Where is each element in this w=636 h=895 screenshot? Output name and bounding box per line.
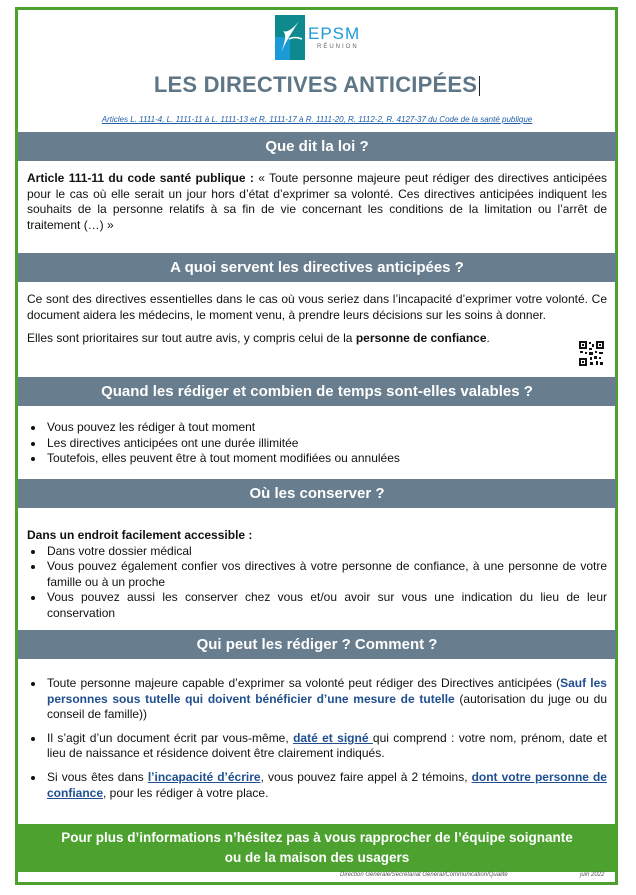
section-body-qui — [18, 676, 616, 801]
articles-link[interactable]: Articles L. 1111-4, L. 1111-11 à L. 1111-13 et R. 1111-17 à R. 1111-20, R. 1112-2, R. 4127-37 du Code de la santé publique — [101, 115, 533, 124]
list-item: • Dans votre dossier médical — [45, 544, 607, 560]
section-body-loi — [18, 171, 616, 233]
list-item: • Vous pouvez également confier vos directives à votre personne de confiance, à une personne de votre famille ou à un proche — [45, 559, 607, 590]
section-heading-qui: Qui peut les rédiger ? Comment ? — [18, 630, 616, 659]
who-text-3-end: , pour les rédiger à votre place. — [103, 785, 269, 800]
epsm-logo — [275, 15, 370, 62]
who-text-2-end: qui comprend : votre nom, prénom, date et lieu de naissance et résidence doivent être clairement indiqués. — [47, 730, 607, 761]
page-title-text: LES DIRECTIVES ANTICIPÉES — [153, 72, 478, 97]
storage-lead: Dans un endroit facilement accessible : — [27, 528, 253, 542]
list-item: • Vous pouvez aussi les conserver chez vous et/ou avoir sur vous une indication du lieu de leur conservation — [45, 590, 607, 621]
section-heading-loi: Que dit la loi ? — [18, 132, 616, 161]
list-item — [45, 770, 607, 801]
who-text-2: Il s’agit d’un document écrit par vous-même, — [47, 730, 294, 745]
list-item: • Toutefois, elles peuvent être à tout moment modifiées ou annulées — [45, 451, 607, 467]
who-list — [27, 676, 607, 801]
list-item — [45, 676, 607, 723]
tutelle-exception: Sauf les personnes sous tutelle qui doivent bénéficier d’une mesure de tutelle — [47, 676, 607, 706]
list-item: • Les directives anticipées ont une durée illimitée — [45, 436, 607, 452]
date-signed-emphasis: daté et signé — [293, 730, 373, 745]
list-item — [45, 731, 607, 762]
section-heading-quand: Quand les rédiger et combien de temps sont-elles valables ? — [18, 377, 616, 406]
trusted-person-emphasis: dont votre personne de confiance — [47, 769, 607, 800]
section-heading-ou: Où les conserver ? — [18, 479, 616, 508]
law-article-label: Article 111-11 du code santé publique : — [27, 171, 254, 185]
storage-list — [27, 544, 607, 622]
credits-text: Direction Générale/Secrétariat Général/Communication/Qualité — [340, 872, 508, 878]
who-text-1: Toute personne majeure capable d’exprimer sa volonté peut rédiger des Directives anticipées ( — [47, 676, 561, 690]
validity-list — [27, 420, 607, 467]
unable-to-write-emphasis: l’incapacité d’écrire — [147, 769, 261, 784]
priority-paragraph — [27, 331, 607, 347]
priority-period: . — [486, 331, 490, 346]
who-text-3: Si vous êtes dans — [47, 769, 148, 784]
footer-banner — [18, 824, 616, 872]
priority-person-label: personne de confiance — [355, 331, 487, 346]
who-text-3-mid: , vous pouvez faire appel à 2 témoins, — [260, 769, 472, 784]
purpose-paragraph: Ce sont des directives essentielles dans le cas où vous seriez dans l’incapacité d’exprimer votre volonté. Ce document aidera les médecins, le moment venu, à prendre leurs décisions sur les soins à donner. — [27, 292, 607, 322]
logo-text: EPSM — [308, 24, 361, 43]
section-body-ou — [18, 528, 616, 622]
qr-code-icon[interactable] — [578, 340, 605, 367]
page-title — [17, 72, 617, 98]
logo-subtext: RÉUNION — [317, 44, 359, 50]
logo-mark-icon — [275, 15, 305, 60]
footer-line-2: ou de la maison des usagers — [224, 850, 410, 865]
footer-line-1: Pour plus d’informations n’hésitez pas à vous rapprocher de l’équipe soignante — [61, 830, 573, 845]
section-body-quand — [18, 420, 616, 467]
date-text: juin 2022 — [580, 872, 605, 878]
list-item: • Vous pouvez les rédiger à tout moment — [45, 420, 607, 436]
priority-text: Elles sont prioritaires sur tout autre avis, y compris celui de la — [27, 331, 356, 346]
who-text-1-end: (autorisation du juge ou du conseil de famille)) — [47, 691, 608, 722]
law-article-text: « Toute personne majeure peut rédiger des directives anticipées pour le cas où elle serait un jour hors d’état d’exprimer sa volonté. Ces directives anticipées indiquent les souhaits de la personne relatifs à sa fin de vie concernant les conditions de la limitation ou l’arrêt de traitement (…) » — [27, 171, 607, 232]
section-heading-quoi: A quoi servent les directives anticipées ? — [18, 253, 616, 282]
section-body-quoi — [18, 292, 616, 347]
text-cursor — [479, 76, 480, 96]
